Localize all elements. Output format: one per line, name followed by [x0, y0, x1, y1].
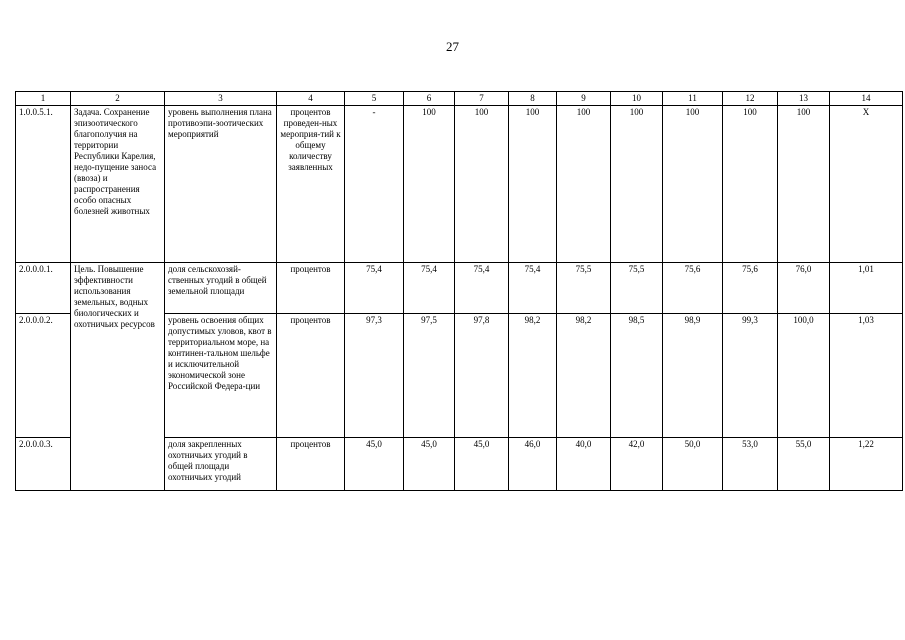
row-value: 100 — [404, 106, 455, 263]
row-value: 98,5 — [611, 314, 663, 438]
row-value: 50,0 — [663, 438, 723, 491]
row-unit: процентов — [277, 314, 345, 438]
row-value: 53,0 — [723, 438, 778, 491]
row-value: 100 — [778, 106, 830, 263]
row-unit: процентов — [277, 438, 345, 491]
row-value: Х — [830, 106, 903, 263]
column-header: 10 — [611, 92, 663, 106]
column-header: 13 — [778, 92, 830, 106]
table-row — [16, 263, 903, 314]
row-value: - — [345, 106, 404, 263]
row-value: 75,6 — [723, 263, 778, 314]
row-goal: Цель. Повышение эффективности использования земельных, водных биологических и охотничьих ресурсов — [71, 263, 165, 491]
column-header: 7 — [455, 92, 509, 106]
row-code: 1.0.0.5.1. — [16, 106, 71, 263]
column-header: 9 — [557, 92, 611, 106]
row-unit: процентов — [277, 263, 345, 314]
row-indicator: уровень освоения общих допустимых уловов, квот в территориальном море, на континен-тальном шельфе и исключительной экономической зоне Российской Федера-ции — [165, 314, 277, 438]
row-value: 100 — [509, 106, 557, 263]
row-value: 45,0 — [404, 438, 455, 491]
row-value: 97,8 — [455, 314, 509, 438]
row-indicator: доля сельскохозяй-ственных угодий в общей земельной площади — [165, 263, 277, 314]
column-header: 5 — [345, 92, 404, 106]
row-value: 75,5 — [611, 263, 663, 314]
row-value: 100 — [663, 106, 723, 263]
row-value: 75,6 — [663, 263, 723, 314]
row-value: 75,4 — [404, 263, 455, 314]
row-value: 98,2 — [509, 314, 557, 438]
row-unit: процентов проведен-ных мероприя-тий к общему количеству заявленных — [277, 106, 345, 263]
row-value: 100 — [455, 106, 509, 263]
row-value: 40,0 — [557, 438, 611, 491]
row-value: 46,0 — [509, 438, 557, 491]
row-value: 100 — [557, 106, 611, 263]
row-value: 98,2 — [557, 314, 611, 438]
column-header: 12 — [723, 92, 778, 106]
row-value: 55,0 — [778, 438, 830, 491]
row-goal: Задача. Сохранение эпизоотического благополучия на территории Республики Карелия, недо-пущение заноса (ввоза) и распространения особо опасных болезней животных — [71, 106, 165, 263]
row-value: 76,0 — [778, 263, 830, 314]
page-number: 27 — [446, 39, 459, 54]
row-value: 1,03 — [830, 314, 903, 438]
row-code: 2.0.0.0.2. — [16, 314, 71, 438]
row-value: 42,0 — [611, 438, 663, 491]
row-value: 45,0 — [455, 438, 509, 491]
row-value: 98,9 — [663, 314, 723, 438]
column-header: 8 — [509, 92, 557, 106]
column-header: 14 — [830, 92, 903, 106]
row-value: 100 — [723, 106, 778, 263]
row-value: 100 — [611, 106, 663, 263]
row-indicator: доля закрепленных охотничьих угодий в общей площади охотничьих угодий — [165, 438, 277, 491]
table-header-row — [16, 92, 903, 106]
row-value: 45,0 — [345, 438, 404, 491]
row-indicator: уровень выполнения плана противоэпи-зоотических мероприятий — [165, 106, 277, 263]
row-value: 75,5 — [557, 263, 611, 314]
indicators-table — [15, 91, 903, 491]
column-header: 11 — [663, 92, 723, 106]
row-value: 1,22 — [830, 438, 903, 491]
column-header: 6 — [404, 92, 455, 106]
row-value: 99,3 — [723, 314, 778, 438]
row-value: 1,01 — [830, 263, 903, 314]
row-value: 100,0 — [778, 314, 830, 438]
table-row — [16, 106, 903, 263]
row-code: 2.0.0.0.3. — [16, 438, 71, 491]
row-value: 75,4 — [509, 263, 557, 314]
column-header: 1 — [16, 92, 71, 106]
column-header: 2 — [71, 92, 165, 106]
row-code: 2.0.0.0.1. — [16, 263, 71, 314]
column-header: 4 — [277, 92, 345, 106]
row-value: 75,4 — [455, 263, 509, 314]
row-value: 97,5 — [404, 314, 455, 438]
column-header: 3 — [165, 92, 277, 106]
row-value: 97,3 — [345, 314, 404, 438]
row-value: 75,4 — [345, 263, 404, 314]
